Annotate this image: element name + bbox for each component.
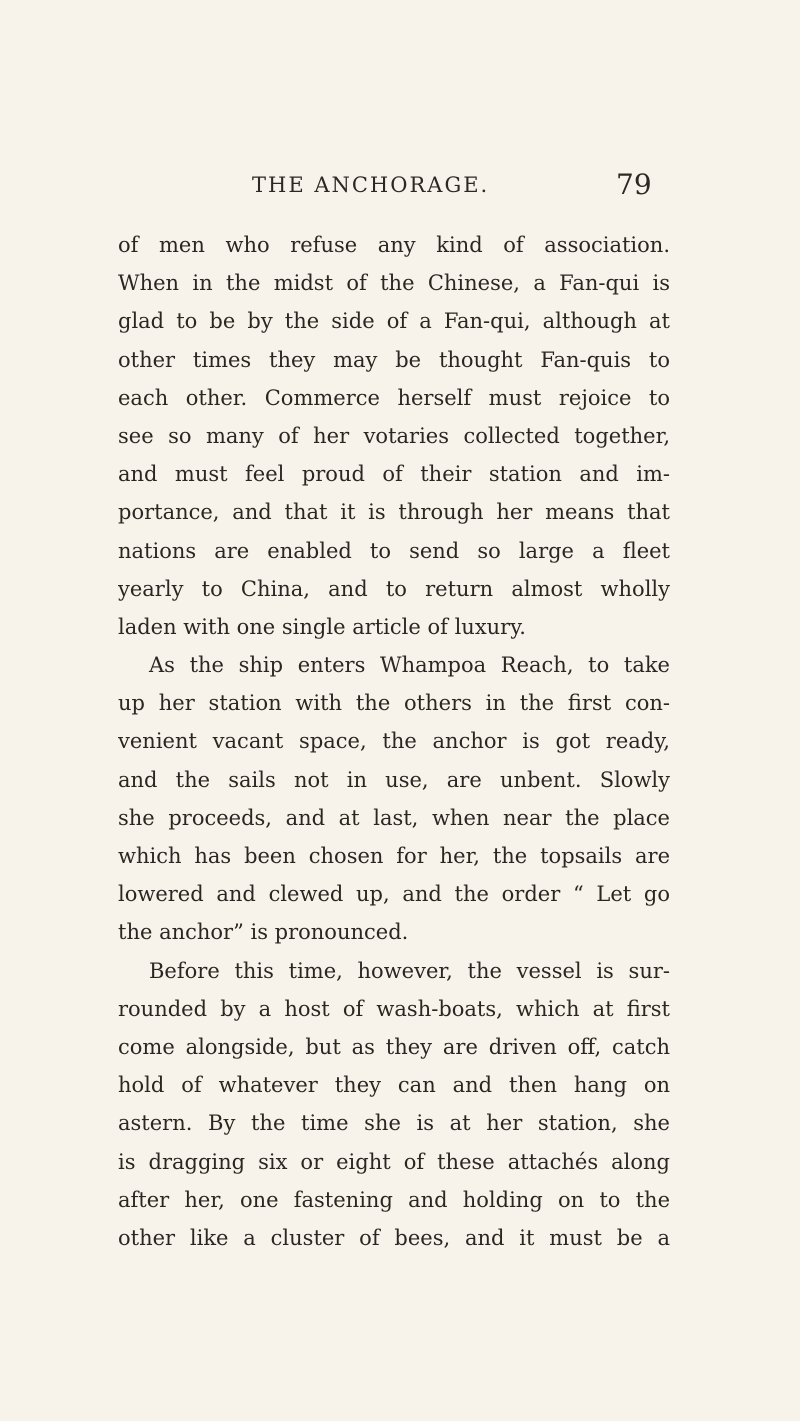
text-line: astern. By the time she is at her station, she (118, 1111, 670, 1136)
text-line: portance, and that it is through her means that (118, 500, 670, 525)
text-line: the anchor” is pronounced. (118, 920, 409, 945)
text-line: As the ship enters Whampoa Reach, to take (149, 653, 670, 678)
text-line: after her, one fastening and holding on to the (118, 1187, 670, 1212)
text-line: see so many of her votaries collected together, (118, 423, 670, 448)
text-line: and the sails not in use, are unbent. Slowly (118, 767, 670, 792)
text-line: of men who refuse any kind of association. (118, 233, 670, 257)
running-head (0, 168, 800, 204)
text-line: hold of whatever they can and then hang on (118, 1073, 670, 1098)
text-line: other like a cluster of bees, and it must be a (118, 1225, 670, 1250)
text-line: nations are enabled to send so large a fleet (118, 538, 670, 563)
text-line: When in the midst of the Chinese, a Fan-qui is (118, 271, 670, 296)
running-title: THE ANCHORAGE. (252, 173, 490, 197)
text-line: lowered and clewed up, and the order “ Let go (118, 882, 670, 907)
text-line: glad to be by the side of a Fan-qui, although at (118, 309, 670, 334)
text-line: laden with one single article of luxury. (118, 614, 526, 639)
text-line: come alongside, but as they are driven off, catch (118, 1034, 670, 1059)
body-text (118, 226, 670, 1257)
text-line: up her station with the others in the first con- (118, 691, 670, 716)
text-line: other times they may be thought Fan-quis to (118, 347, 670, 372)
text-line: venient vacant space, the anchor is got ready, (118, 729, 670, 754)
text-line: each other. Commerce herself must rejoice to (118, 385, 670, 410)
text-line: Before this time, however, the vessel is sur- (149, 958, 670, 983)
text-line: rounded by a host of wash-boats, which at first (118, 996, 670, 1021)
text-line: and must feel proud of their station and im- (118, 462, 670, 487)
text-line: is dragging six or eight of these attachés along (118, 1149, 670, 1174)
text-line: which has been chosen for her, the topsails are (118, 844, 670, 868)
page-number: 79 (616, 168, 652, 201)
text-line: she proceeds, and at last, when near the place (118, 805, 670, 830)
text-line: yearly to China, and to return almost wholly (118, 576, 670, 601)
